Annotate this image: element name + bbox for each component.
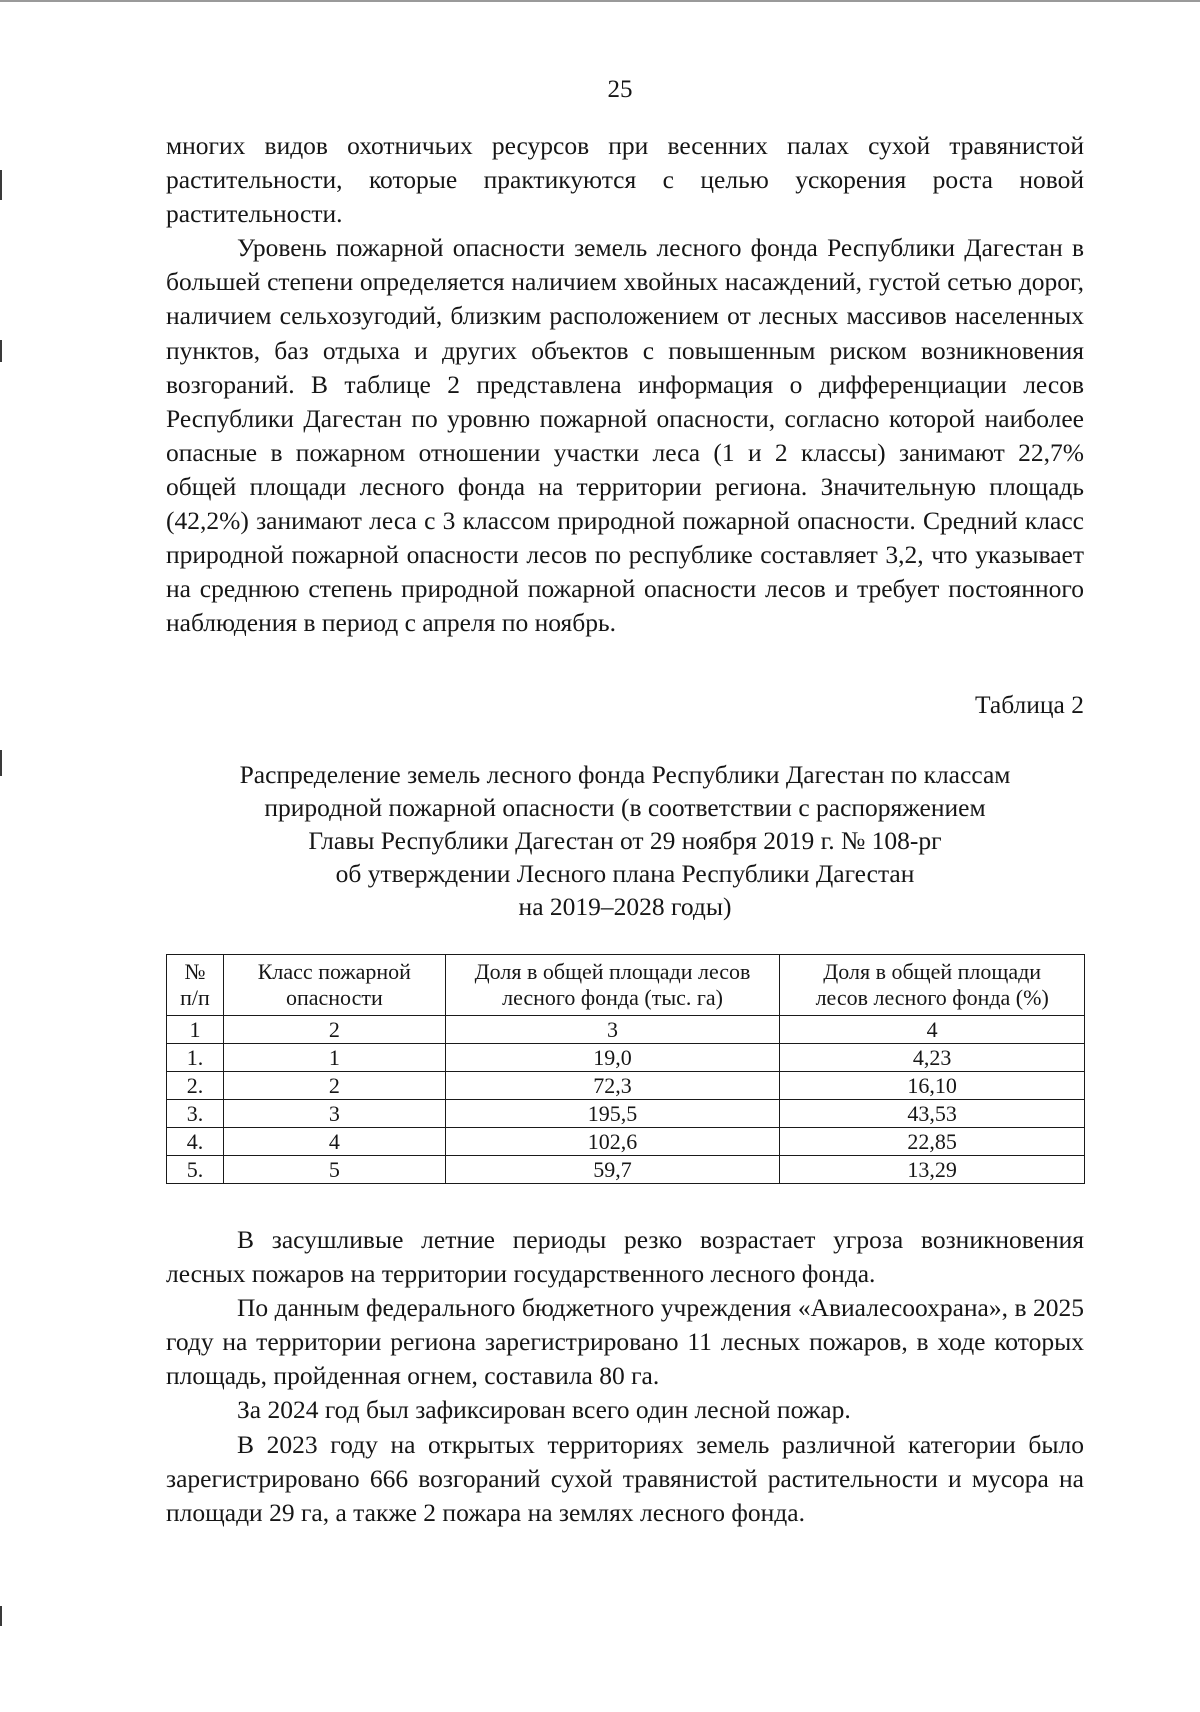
paragraph-fire-danger: Уровень пожарной опасности земель лесного фонда Республики Дагестан в большей степени определяется наличием хвойных насаждений, густой сетью дорог, наличием сельхозугодий, близким расположением от лесных массивов населенных пунктов, баз отдыха и других объектов с повышенным риском возникновения возгораний. В таблице 2 представлена информация о дифференциации лесов Республики Дагестан по уровню пожарной опасности, согласно которой наиболее опасные в пожарном отношении участки леса (1 и 2 классы) занимают 22,7% общей площади лесного фонда на территории региона. Значительную площадь (42,2%) занимают леса с 3 классом природной пожарной опасности. Средний класс природной пожарной опасности лесов по республике составляет 3,2, что указывает на среднюю степень природной пожарной опасности лесов и требует постоянного наблюдения в период с апреля по ноябрь. bbox=[166, 233, 1084, 638]
header-line: лесов лесного фонда (%) bbox=[815, 985, 1049, 1010]
scan-edge-mark-left-1 bbox=[0, 170, 2, 200]
table-title-line: на 2019–2028 годы) bbox=[518, 892, 732, 921]
table-title-line: природной пожарной опасности (в соответствии с распоряжением bbox=[264, 793, 986, 822]
table-cell: 3 bbox=[223, 1100, 445, 1128]
table-header-row bbox=[167, 955, 1085, 1016]
table-cell: 195,5 bbox=[445, 1100, 780, 1128]
table-cell: 2 bbox=[223, 1016, 445, 1044]
table-cell: 43,53 bbox=[780, 1100, 1085, 1128]
body-text-top bbox=[166, 129, 1084, 640]
table-cell: 4 bbox=[223, 1128, 445, 1156]
table-title-line: об утверждении Лесного плана Республики Дагестан bbox=[335, 859, 915, 888]
paragraph-avialesookhrana: По данным федерального бюджетного учреждения «Авиалесоохрана», в 2025 году на территории региона зарегистрировано 11 лесных пожаров, в ходе которых площадь, пройденная огнем, составила 80 га. bbox=[166, 1293, 1084, 1391]
table-cell: 59,7 bbox=[445, 1156, 780, 1184]
table-row bbox=[167, 1044, 1085, 1072]
header-line: № bbox=[184, 959, 206, 984]
table-cell: 1. bbox=[167, 1044, 224, 1072]
paragraph-2023: В 2023 году на открытых территориях земель различной категории было зарегистрировано 666 возгораний сухой травянистой растительности и мусора на площади 29 га, а также 2 пожара на землях лесного фонда. bbox=[166, 1429, 1084, 1527]
header-class bbox=[223, 955, 445, 1016]
table-label: Таблица 2 bbox=[974, 690, 1084, 719]
table-row bbox=[167, 1100, 1085, 1128]
table-cell: 13,29 bbox=[780, 1156, 1085, 1184]
page-number: 25 bbox=[607, 76, 633, 103]
table-cell: 4 bbox=[780, 1016, 1085, 1044]
table-row bbox=[167, 1072, 1085, 1100]
header-line: Доля в общей площади лесов bbox=[474, 959, 751, 984]
body-text-bottom bbox=[166, 1223, 1084, 1530]
table-cell: 19,0 bbox=[445, 1044, 780, 1072]
paragraph-continuation: многих видов охотничьих ресурсов при весенних палах сухой травянистой растительности, которые практикуются с целью ускорения роста новой растительности. bbox=[166, 131, 1084, 229]
table-cell: 4. bbox=[167, 1128, 224, 1156]
header-line: Доля в общей площади bbox=[823, 959, 1042, 984]
table-cell: 5 bbox=[223, 1156, 445, 1184]
fire-class-table bbox=[166, 954, 1085, 1184]
table-cell: 1 bbox=[223, 1044, 445, 1072]
table-cell: 3 bbox=[445, 1016, 780, 1044]
table-title bbox=[166, 758, 1084, 923]
table-cell: 3. bbox=[167, 1100, 224, 1128]
table-cell: 2 bbox=[223, 1072, 445, 1100]
table-cell: 5. bbox=[167, 1156, 224, 1184]
table-row bbox=[167, 1156, 1085, 1184]
table-cell: 22,85 bbox=[780, 1128, 1085, 1156]
header-area-thousand-ha bbox=[445, 955, 780, 1016]
header-area-percent bbox=[780, 955, 1085, 1016]
table-cell: 1 bbox=[167, 1016, 224, 1044]
header-line: Класс пожарной bbox=[257, 959, 411, 984]
table-cell: 102,6 bbox=[445, 1128, 780, 1156]
table-cell: 2. bbox=[167, 1072, 224, 1100]
table-title-line: Распределение земель лесного фонда Республики Дагестан по классам bbox=[239, 760, 1011, 789]
table-row bbox=[167, 1128, 1085, 1156]
table-cell: 16,10 bbox=[780, 1072, 1085, 1100]
header-line: опасности bbox=[285, 985, 383, 1010]
header-line: п/п bbox=[180, 985, 210, 1010]
paragraph-2024: За 2024 год был зафиксирован всего один лесной пожар. bbox=[237, 1395, 851, 1425]
table-cell: 72,3 bbox=[445, 1072, 780, 1100]
scan-edge-mark-left-4 bbox=[0, 1606, 2, 1626]
scan-edge-mark-top bbox=[0, 0, 1200, 2]
header-line: лесного фонда (тыс. га) bbox=[502, 985, 723, 1010]
paragraph-drought: В засушливые летние периоды резко возрастает угроза возникновения лесных пожаров на территории государственного лесного фонда. bbox=[166, 1225, 1084, 1289]
table-row bbox=[167, 1016, 1085, 1044]
scan-edge-mark-left-2 bbox=[0, 340, 2, 362]
table-title-line: Главы Республики Дагестан от 29 ноября 2019 г. № 108-рг bbox=[308, 826, 942, 855]
table-cell: 4,23 bbox=[780, 1044, 1085, 1072]
header-number bbox=[167, 955, 224, 1016]
scan-edge-mark-left-3 bbox=[0, 750, 2, 776]
